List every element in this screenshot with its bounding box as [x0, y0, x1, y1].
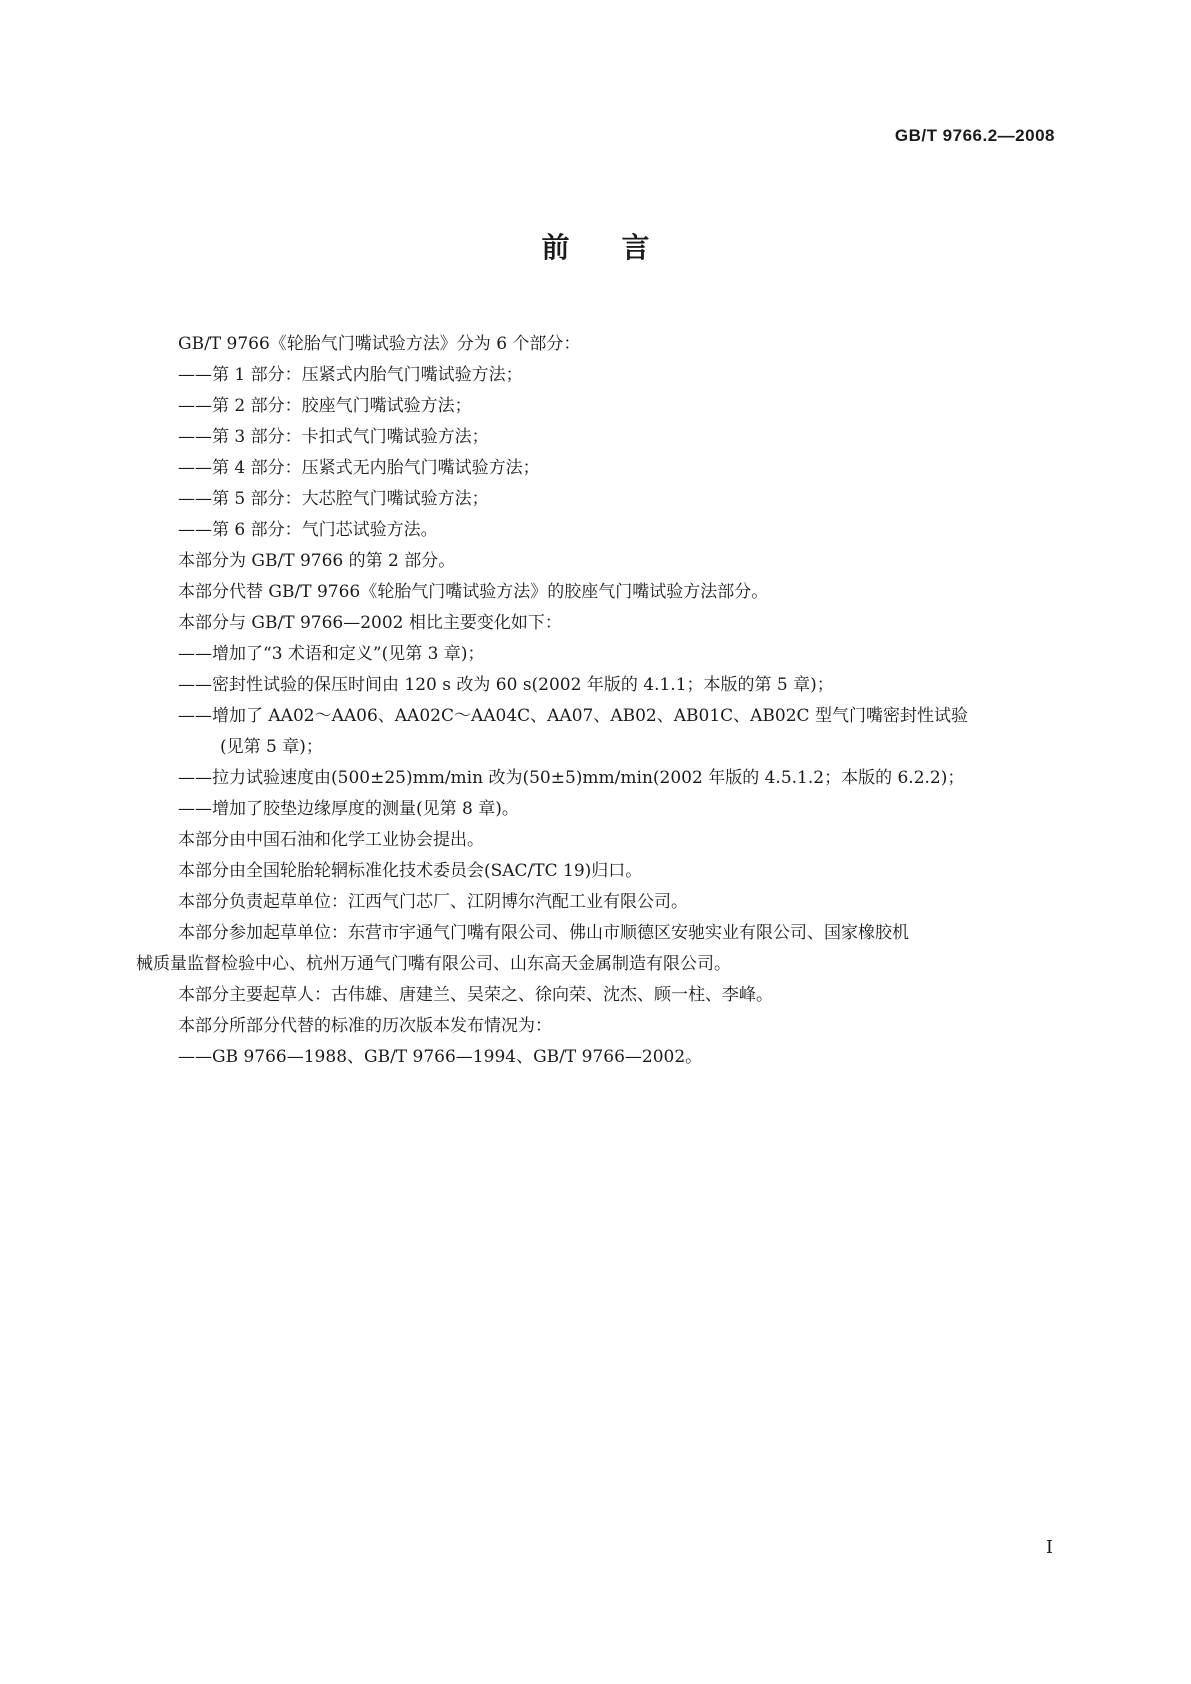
list-item: ——增加了胶垫边缘厚度的测量(见第 8 章)。 — [178, 799, 519, 819]
page-title: 前言 — [541, 231, 702, 264]
paragraph: GB/T 9766《轮胎气门嘴试验方法》分为 6 个部分： — [178, 334, 581, 354]
list-item-continuation: (见第 5 章)； — [220, 737, 323, 757]
list-item: ——拉力试验速度由(500±25)mm/min 改为(50±5)mm/min(2002 年版的 4.5.1.2；本版的 6.2.2)； — [178, 768, 965, 788]
list-item: ——第 5 部分：大芯腔气门嘴试验方法； — [178, 489, 489, 509]
list-item: ——增加了 AA02～AA06、AA02C～AA04C、AA07、AB02、AB01C、AB02C 型气门嘴密封性试验 — [178, 706, 968, 726]
list-item: ——第 2 部分：胶座气门嘴试验方法； — [178, 396, 472, 416]
list-item: ——GB 9766—1988、GB/T 9766—1994、GB/T 9766—2002。 — [178, 1047, 703, 1067]
paragraph-continuation: 械质量监督检验中心、杭州万通气门嘴有限公司、山东高天金属制造有限公司。 — [136, 954, 731, 974]
paragraph: 本部分由中国石油和化学工业协会提出。 — [178, 830, 484, 850]
foreword-body — [136, 329, 1056, 1073]
list-item: ——第 4 部分：压紧式无内胎气门嘴试验方法； — [178, 458, 540, 478]
paragraph: 本部分所部分代替的标准的历次版本发布情况为： — [178, 1016, 552, 1036]
list-item: ——密封性试验的保压时间由 120 s 改为 60 s(2002 年版的 4.1.1；本版的第 5 章)； — [178, 675, 834, 695]
paragraph: 本部分代替 GB/T 9766《轮胎气门嘴试验方法》的胶座气门嘴试验方法部分。 — [178, 582, 769, 602]
standard-code: GB/T 9766.2—2008 — [894, 126, 1055, 145]
page-number: I — [1045, 1537, 1053, 1558]
paragraph: 本部分由全国轮胎轮辋标准化技术委员会(SAC/TC 19)归口。 — [178, 861, 643, 881]
paragraph: 本部分主要起草人：古伟雄、唐建兰、吴荣之、徐向荣、沈杰、顾一柱、李峰。 — [178, 985, 773, 1005]
paragraph: 本部分与 GB/T 9766—2002 相比主要变化如下： — [178, 613, 562, 633]
paragraph: 本部分为 GB/T 9766 的第 2 部分。 — [178, 551, 456, 571]
list-item: ——第 1 部分：压紧式内胎气门嘴试验方法； — [178, 365, 523, 385]
list-item: ——增加了“3 术语和定义”(见第 3 章)； — [178, 644, 485, 664]
paragraph: 本部分参加起草单位：东营市宇通气门嘴有限公司、佛山市顺德区安驰实业有限公司、国家橡胶机 — [178, 923, 909, 943]
paragraph: 本部分负责起草单位：江西气门芯厂、江阴博尔汽配工业有限公司。 — [178, 892, 688, 912]
list-item: ——第 3 部分：卡扣式气门嘴试验方法； — [178, 427, 489, 447]
list-item: ——第 6 部分：气门芯试验方法。 — [178, 520, 438, 540]
